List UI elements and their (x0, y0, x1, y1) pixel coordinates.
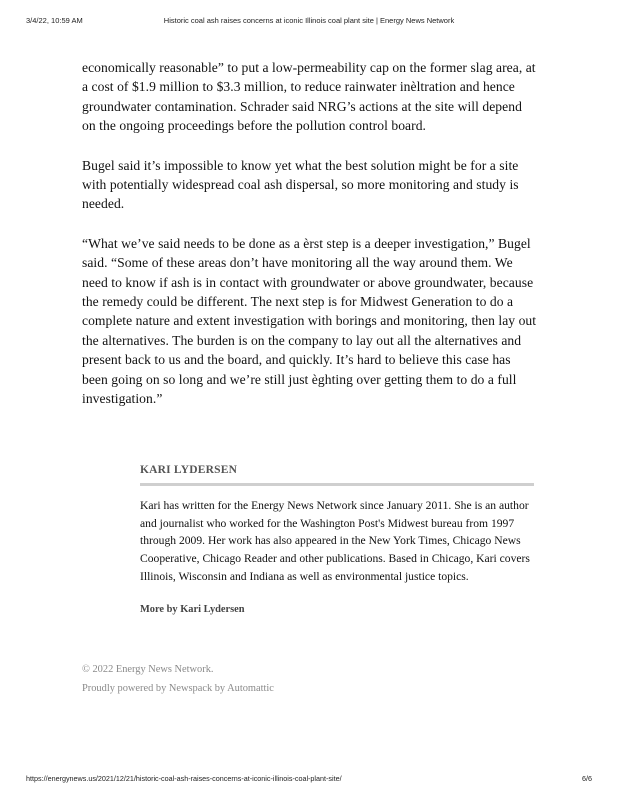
article-paragraph: Bugel said it’s impossible to know yet what the best solution might be for a site with potentially widespread coal ash dispersal, so more monitoring and study is needed. (82, 157, 519, 212)
copyright-text: © 2022 Energy News Network. (82, 664, 214, 675)
more-by-author-link[interactable]: More by Kari Lydersen (140, 604, 245, 615)
print-datetime: 3/4/22, 10:59 AM (26, 16, 83, 25)
print-page-title: Historic coal ash raises concerns at iconic Illinois coal plant site | Energy News Network (163, 16, 455, 25)
site-footer (82, 660, 274, 698)
article-body (82, 58, 538, 429)
print-header (26, 16, 592, 28)
author-bio: Kari has written for the Energy News Network since January 2011. She is an author and journalist who worked for the Washington Post's Midwest bureau from 1997 through 2009. Her work has also appeared in the New York Times, Chicago News Cooperative, Chicago Reader and other publications. Based in Chicago, Kari covers Illinois, Wisconsin and Indiana as well as environmental justice topics. (140, 499, 530, 583)
author-name[interactable]: KARI LYDERSEN (140, 464, 238, 476)
page-number: 6/6 (582, 774, 592, 783)
article-paragraph: “What we’ve said needs to be done as a èrst step is a deeper investigation,” Bugel said. “Some of these areas don’t have monitoring all the way around them. We need to know if ash is in contact with groundwater or above groundwater, because the remedy could be different. The next step is for Midwest Generation to do a complete nature and extent investigation with borings and monitoring, then lay out the alternatives. The burden is on the company to lay out all the alternatives and present back to us and the board, and quickly. It’s hard to believe this case has been going on so long and we’re still just èghting over getting them to do a full investigation.” (82, 235, 537, 407)
print-url: https://energynews.us/2021/12/21/historic-coal-ash-raises-concerns-at-iconic-illinois-coal-plant-site/ (26, 774, 342, 783)
article-paragraph: economically reasonable” to put a low-permeability cap on the former slag area, at a cost of $1.9 million to $3.3 million, to reduce rainwater inèltration and hence groundwater contamination. Schrader said NRG’s actions at the site will depend on the ongoing proceedings before the pollution control board. (82, 60, 536, 134)
author-divider (140, 483, 534, 486)
print-footer (26, 774, 592, 786)
powered-by-link[interactable]: Proudly powered by Newspack by Automattic (82, 683, 274, 694)
